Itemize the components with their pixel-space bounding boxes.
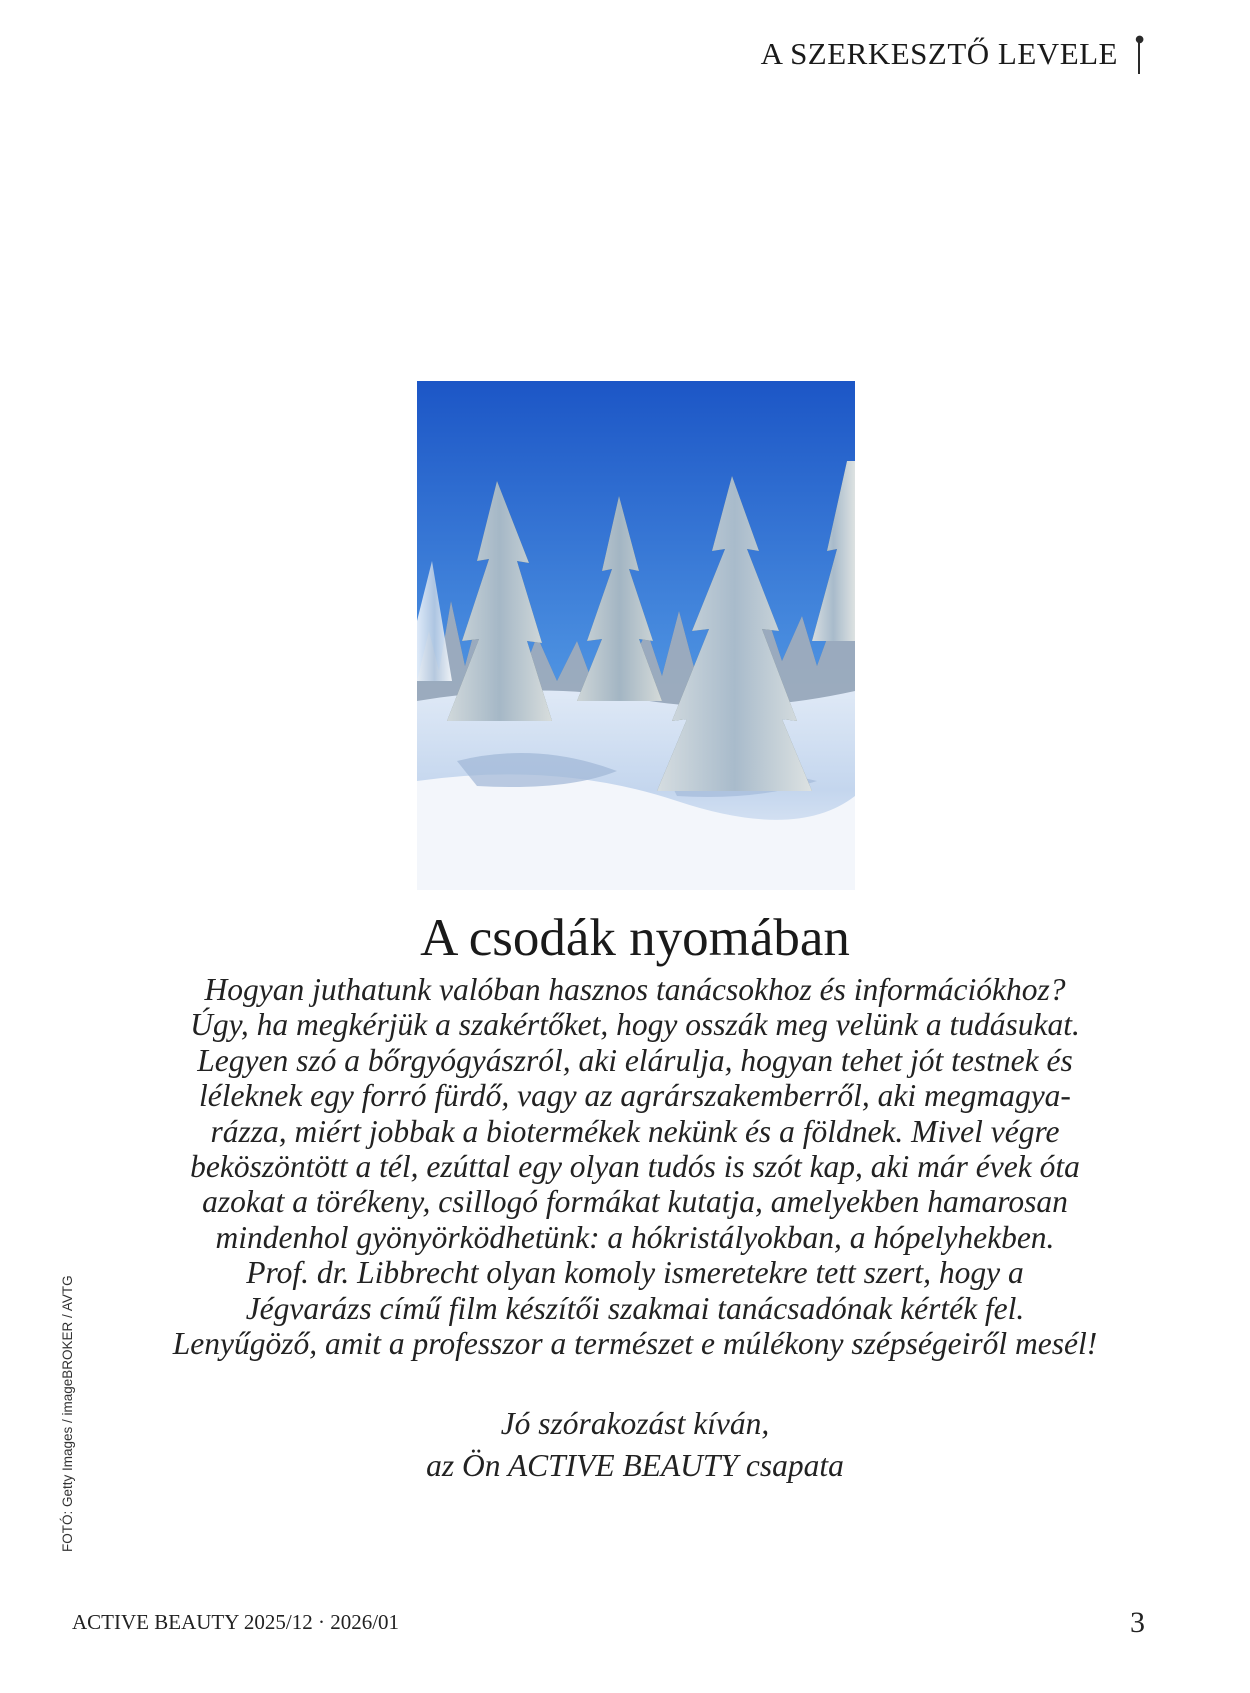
editorial-body <box>150 972 1120 1361</box>
body-line: rázza, miért jobbak a biotermékek nekünk és a földnek. Mivel végre <box>210 1113 1060 1149</box>
photo-credit: FOTÓ: Getty Images / imageBROKER / AVTG <box>60 1275 75 1552</box>
body-line: Hogyan juthatunk valóban hasznos tanácsokhoz és információkhoz? <box>204 972 1066 1007</box>
body-line: Úgy, ha megkérjük a szakértőket, hogy osszák meg velünk a tudásukat. <box>190 1007 1080 1043</box>
winter-forest-photo <box>417 381 855 890</box>
body-line: léleknek egy forró fürdő, vagy az agrárszakemberről, aki megmagya- <box>199 1078 1071 1114</box>
corner-dot: ● <box>1135 34 1144 45</box>
body-line: mindenhol gyönyörködhetünk: a hókristályokban, a hópelyhekben. <box>215 1219 1055 1255</box>
body-line: Lenyűgöző, amit a professzor a természet e múlékony szépségeiről mesél! <box>172 1326 1098 1362</box>
signoff-line: Jó szórakozást kíván, <box>500 1406 770 1441</box>
winter-forest-illustration <box>417 381 855 890</box>
body-line: Prof. dr. Libbrecht olyan komoly ismeretekre tett szert, hogy a <box>246 1255 1024 1291</box>
article-title: A csodák nyomában <box>420 909 850 967</box>
body-line: Legyen szó a bőrgyógyászról, aki elárulja, hogyan tehet jót testnek és <box>197 1042 1073 1078</box>
page-number: 3 <box>1130 1606 1145 1639</box>
signoff <box>150 1403 1120 1487</box>
body-line: beköszöntött a tél, ezúttal egy olyan tudós is szót kap, aki már évek óta <box>190 1149 1080 1185</box>
section-label: A SZERKESZTŐ LEVELE <box>760 36 1118 71</box>
body-line: Jégvarázs című film készítői szakmai tanácsadónak kérték fel. <box>245 1290 1025 1326</box>
signoff-line: az Ön ACTIVE BEAUTY csapata <box>426 1448 844 1483</box>
body-line: azokat a törékeny, csillogó formákat kutatja, amelyekben hamarosan <box>202 1184 1068 1220</box>
footer-magazine-issue: ACTIVE BEAUTY 2025/12 · 2026/01 <box>72 1610 400 1634</box>
